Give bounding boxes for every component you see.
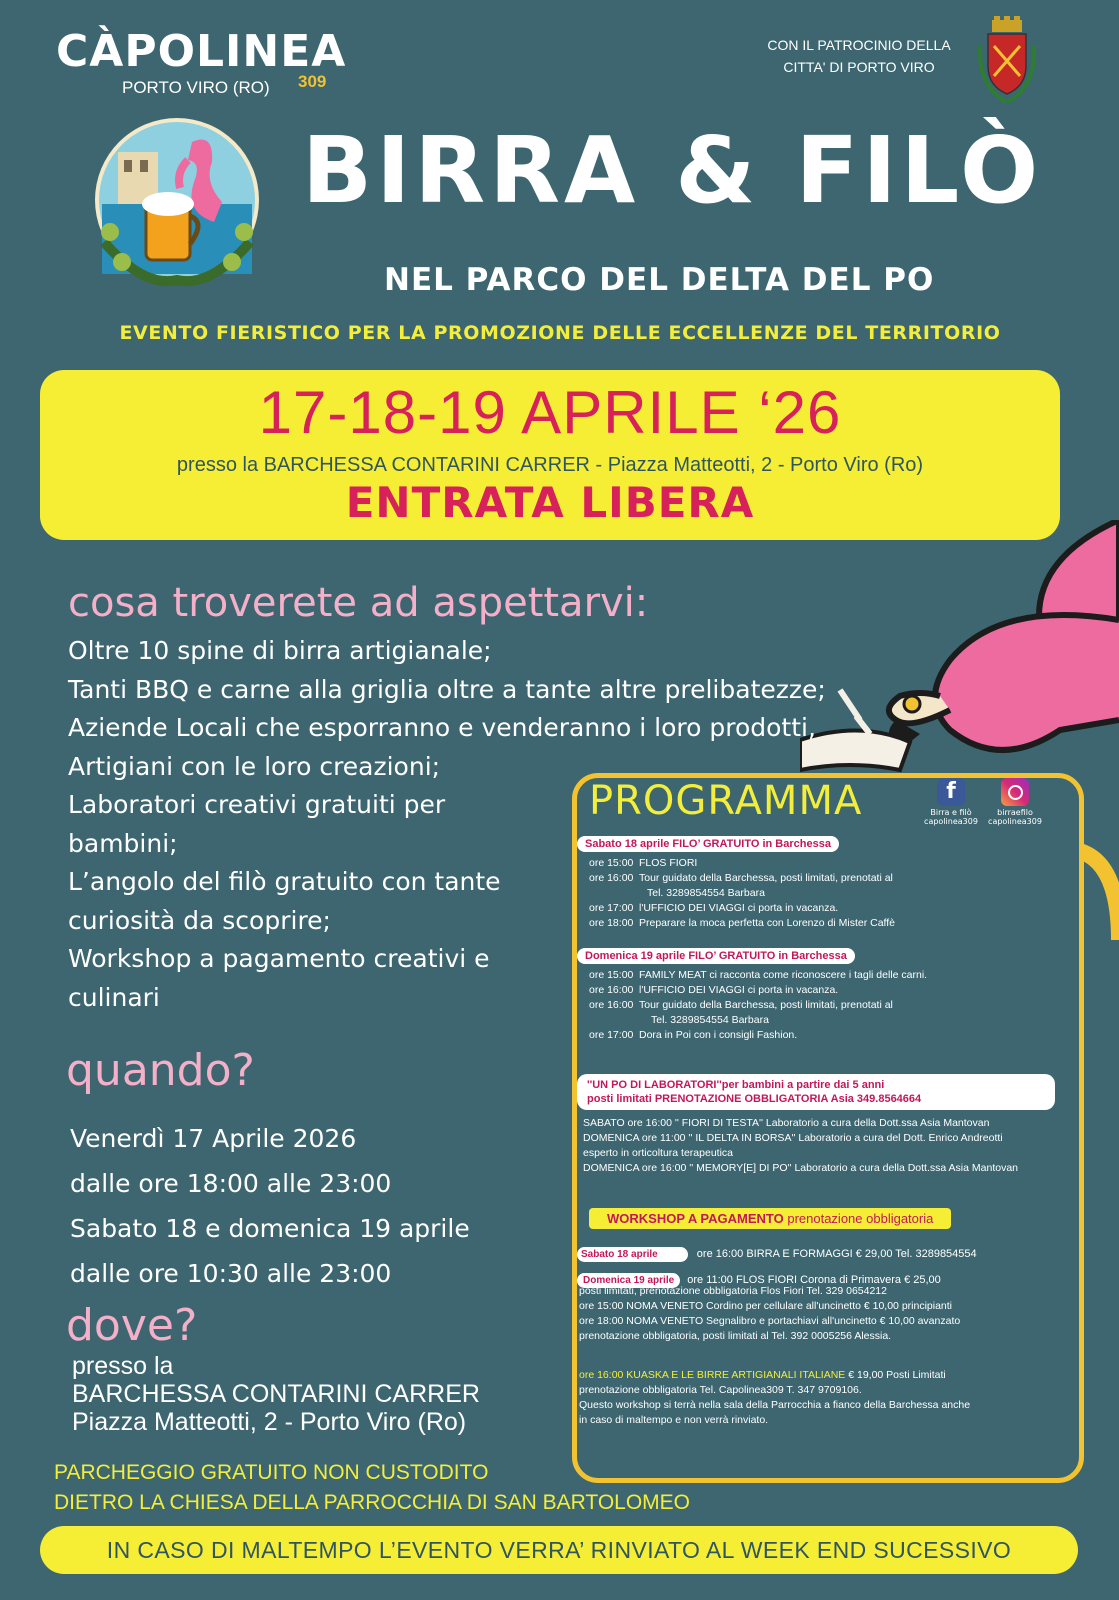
labs-header-line-1: ''UN PO DI LABORATORI''per bambini a partire dai 5 anni <box>587 1079 885 1091</box>
schedule-item: ore 15:00 FLOS FIORI <box>589 857 698 869</box>
event-venue: presso la BARCHESSA CONTARINI CARRER - Piazza Matteotti, 2 - Porto Viro (Ro) <box>176 454 924 476</box>
labs-header-line-2: posti limitati PRENOTAZIONE OBBLIGATORIA Asia 349.8564664 <box>587 1093 922 1105</box>
where-line: Piazza Matteotti, 2 - Porto Viro (Ro) <box>72 1408 467 1436</box>
workshop-line: posti limitati, prenotazione obbligatoria Flos Fiori Tel. 329 0654212 <box>579 1285 887 1297</box>
list-item: culinari <box>68 982 160 1012</box>
instagram-link[interactable] <box>981 778 1049 826</box>
when-details <box>70 1116 470 1296</box>
event-tagline: EVENTO FIERISTICO PER LA PROMOZIONE DELLE ECCELLENZE DEL TERRITORIO <box>119 322 1001 344</box>
program-title: PROGRAMMA <box>589 778 863 824</box>
sunday-header: Domenica 19 aprile FILO’ GRATUITO in Barchessa <box>577 948 855 964</box>
brand-location: PORTO VIRO (RO) <box>122 78 270 97</box>
workshop-saturday-text: ore 16:00 BIRRA E FORMAGGI € 29,00 Tel. 3289854554 <box>696 1248 977 1260</box>
workshop-line: prenotazione obbligatoria Tel. Capolinea309 T. 347 9709106. <box>579 1384 862 1396</box>
kuaska-price: € 19,00 Posti Limitati <box>845 1369 946 1381</box>
bad-weather-notice: IN CASO DI MALTEMPO L’EVENTO VERRA’ RINVIATO AL WEEK END SUCESSIVO <box>40 1526 1078 1574</box>
facebook-link[interactable] <box>917 778 985 826</box>
when-line: Venerdì 17 Aprile 2026 <box>70 1124 357 1153</box>
list-item: Artigiani con le loro creazioni; <box>68 751 441 781</box>
brand-name: CÀPOLINEA <box>56 26 347 77</box>
workshop-line: ore 18:00 NOMA VENETO Segnalibro e portachiavi all'uncinetto € 10,00 avanzato <box>579 1315 961 1327</box>
where-heading: dove? <box>66 1300 198 1351</box>
workshop-line: prenotazione obbligatoria, posti limitati al Tel. 392 0005256 Alessia. <box>579 1330 892 1342</box>
facebook-icon: f <box>937 778 965 806</box>
list-item: L’angolo del filò gratuito con tante <box>68 867 501 896</box>
list-item: Workshop a pagamento creativi e <box>68 944 490 973</box>
event-subtitle: NEL PARCO DEL DELTA DEL PO <box>384 262 935 298</box>
schedule-item: ore 16:00 Tour guidato della Barchessa, posti limitati, prenotati al <box>589 999 893 1011</box>
workshop-saturday <box>577 1242 977 1262</box>
list-item: Tanti BBQ e carne alla griglia oltre a tante altre prelibatezze; <box>68 674 826 704</box>
free-entry-label: ENTRATA LIBERA <box>345 478 755 527</box>
when-line: dalle ore 18:00 alle 23:00 <box>70 1169 392 1198</box>
lab-item: esperto in orticoltura terapeutica <box>583 1147 733 1159</box>
schedule-item: ore 18:00 Preparare la moca perfetta con Lorenzo di Mister Caffè <box>589 917 896 929</box>
instagram-handle: capolinea309 <box>988 817 1042 826</box>
workshop-line: in caso di maltempo e non verrà rinviato. <box>579 1414 769 1426</box>
schedule-item: ore 17:00 Dora in Poi con i consigli Fashion. <box>589 1029 798 1041</box>
lab-item: DOMENICA ore 11:00 '' IL DELTA IN BORSA'' Laboratorio a cura del Dott. Enrico Andreotti <box>583 1132 1003 1144</box>
labs-header <box>577 1074 1055 1110</box>
workshop-header: WORKSHOP A PAGAMENTO prenotazione obbligatoria <box>589 1208 951 1229</box>
sunday-schedule <box>589 968 927 1043</box>
instagram-icon <box>1001 778 1029 806</box>
lab-item: DOMENICA ore 16:00 '' MEMORY[E] DI PO'' Laboratorio a cura della Dott.ssa Asia Mantovan <box>583 1162 1019 1174</box>
instagram-label: birraefilo <box>997 808 1033 817</box>
list-item: Aziende Locali che esporranno e venderanno i loro prodotti, <box>68 713 816 742</box>
workshop-kuaska <box>579 1368 970 1428</box>
workshop-sunday-details <box>579 1284 960 1344</box>
list-item: Laboratori creativi gratuiti per <box>68 790 446 819</box>
labs-list <box>583 1116 1018 1176</box>
schedule-item: ore 16:00 Tour guidato della Barchessa, posti limitati, prenotati al <box>589 872 893 884</box>
where-line: presso la <box>72 1352 174 1380</box>
list-item: bambini; <box>68 828 178 858</box>
schedule-item: ore 16:00 l'UFFICIO DEI VIAGGI ci porta in vacanza. <box>589 984 839 996</box>
lab-item: SABATO ore 16:00 '' FIORI DI TESTA'' Laboratorio a cura della Dott.ssa Asia Mantovan <box>583 1117 990 1129</box>
program-box <box>572 773 1084 1483</box>
schedule-item: Tel. 3289854554 Barbara <box>651 1014 769 1026</box>
list-item: Oltre 10 spine di birra artigianale; <box>68 636 492 665</box>
schedule-item: Tel. 3289854554 Barbara <box>647 887 765 899</box>
workshop-line: Questo workshop si terrà nella sala della Parrocchia a fianco della Barchessa anche <box>579 1399 971 1411</box>
workshop-line: ore 15:00 NOMA VENETO Cordino per cellulare all'uncinetto € 10,00 principianti <box>579 1300 953 1312</box>
when-heading: quando? <box>66 1045 255 1096</box>
where-line: BARCHESSA CONTARINI CARRER <box>72 1380 480 1408</box>
city-crest-icon <box>976 16 1038 106</box>
event-dates: 17-18-19 APRILE ‘26 <box>258 379 842 446</box>
patronage-text <box>748 34 970 78</box>
brand-number: 309 <box>298 72 327 91</box>
patronage-line-2: CITTA' DI PORTO VIRO <box>783 59 935 75</box>
where-details <box>72 1352 480 1436</box>
when-line: dalle ore 10:30 alle 23:00 <box>70 1259 392 1288</box>
workshop-sunday-line: ore 11:00 FLOS FIORI Corona di Primavera € 25,00 <box>687 1274 941 1286</box>
workshop-saturday-label: Sabato 18 aprile <box>577 1247 688 1262</box>
list-item: curiosità da scoprire; <box>68 905 331 935</box>
schedule-item: ore 17:00 l'UFFICIO DEI VIAGGI ci porta in vacanza. <box>589 902 839 914</box>
patronage-line-1: CON IL PATROCINIO DELLA <box>767 37 951 53</box>
parking-line-2: DIETRO LA CHIESA DELLA PARROCCHIA DI SAN BARTOLOMEO <box>54 1491 691 1514</box>
event-logo-icon <box>84 112 270 292</box>
schedule-item: ore 15:00 FAMILY MEAT ci racconta come riconoscere i tagli delle carni. <box>589 969 928 981</box>
parking-line-1: PARCHEGGIO GRATUITO NON CUSTODITO <box>54 1461 489 1484</box>
when-line: Sabato 18 e domenica 19 aprile <box>70 1214 470 1243</box>
saturday-header: Sabato 18 aprile FILO’ GRATUITO in Barchessa <box>577 836 839 852</box>
facebook-label: Birra e filò <box>930 808 972 817</box>
kuaska-highlight: ore 16:00 KUASKA E LE BIRRE ARTIGIANALI ITALIANE <box>579 1369 846 1381</box>
event-title: BIRRA & FILÒ <box>302 117 1043 224</box>
saturday-schedule <box>589 856 895 931</box>
expect-heading: cosa troverete ad aspettarvi: <box>68 580 649 626</box>
facebook-handle: capolinea309 <box>924 817 978 826</box>
workshop-sunday-label: Domenica 19 aprile <box>577 1273 680 1288</box>
date-box <box>40 370 1060 540</box>
